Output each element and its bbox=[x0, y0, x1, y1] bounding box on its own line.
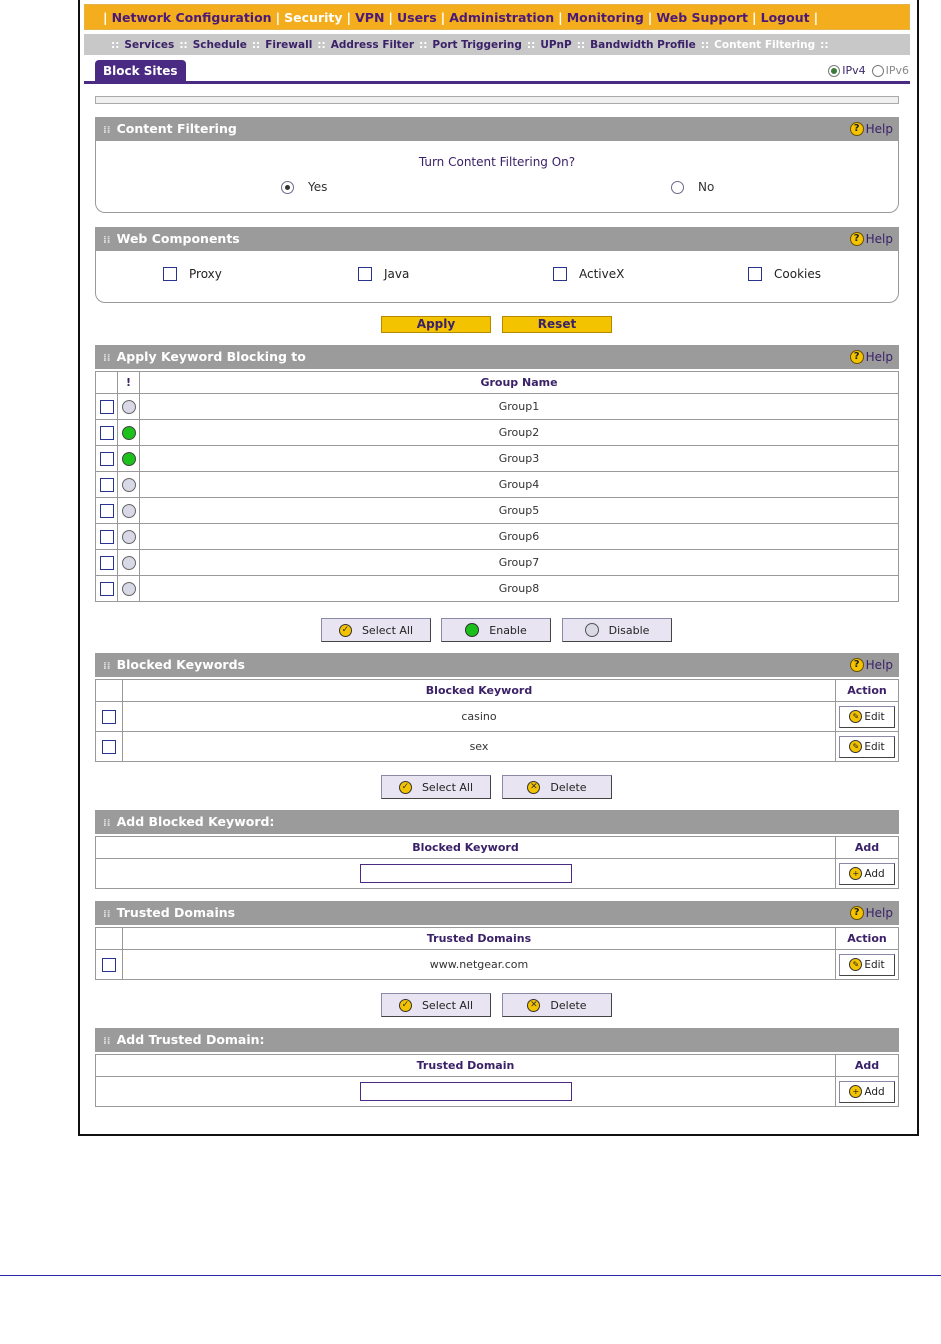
java-label: Java bbox=[384, 267, 410, 281]
keywords-delete-button[interactable]: ✕ Delete bbox=[502, 775, 612, 799]
group-checkbox[interactable] bbox=[100, 452, 114, 466]
trusted-domain-input[interactable] bbox=[360, 1082, 572, 1101]
domain-checkbox[interactable] bbox=[102, 958, 116, 972]
message-bar bbox=[95, 96, 899, 104]
edit-button[interactable]: ✎ Edit bbox=[839, 954, 895, 976]
enable-button[interactable]: Enable bbox=[441, 618, 551, 642]
keywords-select-all-button[interactable]: ✓ Select All bbox=[381, 775, 491, 799]
ipv6-label: IPv6 bbox=[885, 64, 909, 77]
group-checkbox[interactable] bbox=[100, 426, 114, 440]
status-disabled-icon bbox=[122, 582, 136, 596]
edit-button[interactable]: ✎ Edit bbox=[839, 736, 895, 758]
grip-icon: ⁞⁞ bbox=[103, 818, 111, 829]
nav-monitoring[interactable]: Monitoring bbox=[566, 9, 644, 25]
subnav-firewall[interactable]: Firewall bbox=[265, 38, 313, 51]
add-blocked-keyword-table bbox=[95, 836, 899, 889]
add-keyword-button[interactable]: + Add bbox=[839, 863, 895, 885]
table-row bbox=[96, 446, 899, 472]
group-checkbox[interactable] bbox=[100, 530, 114, 544]
add-domain-button[interactable]: + Add bbox=[839, 1081, 895, 1103]
page-divider bbox=[0, 1275, 941, 1276]
subnav-content-filtering[interactable]: Content Filtering bbox=[714, 38, 816, 51]
add-blocked-keyword-header bbox=[95, 810, 899, 834]
reset-button[interactable]: Reset bbox=[502, 316, 612, 333]
trusted-domain-column-header: Trusted Domain bbox=[96, 1055, 836, 1077]
cookies-label: Cookies bbox=[774, 267, 821, 281]
cookies-checkbox[interactable] bbox=[748, 267, 762, 281]
blocked-keywords-table bbox=[95, 679, 899, 762]
action-column-header: Action bbox=[836, 680, 899, 702]
section-title: Trusted Domains bbox=[116, 905, 236, 920]
help-link[interactable]: ? Help bbox=[850, 901, 893, 925]
group-table bbox=[95, 371, 899, 602]
group-name: Group7 bbox=[140, 550, 899, 576]
keyword-checkbox[interactable] bbox=[102, 740, 116, 754]
status-disabled-icon bbox=[122, 530, 136, 544]
group-checkbox[interactable] bbox=[100, 556, 114, 570]
content-filtering-panel bbox=[95, 141, 899, 213]
filtering-yes-radio[interactable] bbox=[281, 181, 294, 194]
check-icon: ✓ bbox=[339, 624, 352, 637]
group-name: Group2 bbox=[140, 420, 899, 446]
content-filtering-header bbox=[95, 117, 899, 141]
edit-button[interactable]: ✎ Edit bbox=[839, 706, 895, 728]
table-row bbox=[96, 550, 899, 576]
group-checkbox[interactable] bbox=[100, 400, 114, 414]
sub-nav: :: Services :: Schedule :: Firewall :: Address Filter :: Port Triggering :: UPnP :: Bandwidth Profile :: Content Filtering :: bbox=[84, 34, 910, 55]
keyword-blocking-header bbox=[95, 345, 899, 369]
status-disabled-icon bbox=[122, 400, 136, 414]
filtering-no-radio[interactable] bbox=[671, 181, 684, 194]
blocked-keywords-header bbox=[95, 653, 899, 677]
help-icon: ? bbox=[850, 350, 864, 364]
group-name: Group1 bbox=[140, 394, 899, 420]
subnav-upnp[interactable]: UPnP bbox=[540, 38, 572, 51]
group-name: Group8 bbox=[140, 576, 899, 602]
plus-icon: + bbox=[849, 867, 862, 880]
blocked-keyword-column-header: Blocked Keyword bbox=[123, 680, 836, 702]
proxy-label: Proxy bbox=[189, 267, 222, 281]
web-components-header bbox=[95, 227, 899, 251]
add-trusted-domain-header bbox=[95, 1028, 899, 1052]
activex-checkbox[interactable] bbox=[553, 267, 567, 281]
blocked-keyword-input[interactable] bbox=[360, 864, 572, 883]
nav-users[interactable]: Users bbox=[396, 9, 437, 25]
table-row bbox=[96, 732, 899, 762]
table-row bbox=[96, 524, 899, 550]
subnav-address-filter[interactable]: Address Filter bbox=[330, 38, 415, 51]
nav-vpn[interactable]: VPN bbox=[355, 9, 385, 25]
add-trusted-domain-table bbox=[95, 1054, 899, 1107]
pencil-icon: ✎ bbox=[849, 740, 862, 753]
check-icon: ✓ bbox=[399, 781, 412, 794]
help-link[interactable]: ? Help bbox=[850, 345, 893, 369]
subnav-bandwidth-profile[interactable]: Bandwidth Profile bbox=[590, 38, 696, 51]
pencil-icon: ✎ bbox=[849, 958, 862, 971]
action-column-header: Action bbox=[836, 928, 899, 950]
nav-security[interactable]: Security bbox=[284, 9, 343, 25]
keyword-checkbox[interactable] bbox=[102, 710, 116, 724]
grip-icon: ⁞⁞ bbox=[103, 661, 111, 672]
status-enabled-icon bbox=[122, 452, 136, 466]
subnav-port-triggering[interactable]: Port Triggering bbox=[432, 38, 522, 51]
table-row bbox=[96, 576, 899, 602]
blocked-keyword: casino bbox=[123, 702, 836, 732]
grip-icon: ⁞⁞ bbox=[103, 235, 111, 246]
subnav-services[interactable]: Services bbox=[124, 38, 175, 51]
help-link[interactable]: ? Help bbox=[850, 653, 893, 677]
filtering-yes-label: Yes bbox=[308, 180, 328, 194]
domains-delete-button[interactable]: ✕ Delete bbox=[502, 993, 612, 1017]
grip-icon: ⁞⁞ bbox=[103, 1036, 111, 1047]
group-name-column-header: Group Name bbox=[140, 372, 899, 394]
help-icon: ? bbox=[850, 906, 864, 920]
group-name: Group5 bbox=[140, 498, 899, 524]
ipv4-radio[interactable] bbox=[828, 65, 840, 77]
status-column-header: ! bbox=[118, 372, 140, 394]
group-name: Group3 bbox=[140, 446, 899, 472]
trusted-domains-table bbox=[95, 927, 899, 980]
help-icon: ? bbox=[850, 232, 864, 246]
table-row bbox=[96, 950, 899, 980]
tab-block-sites[interactable]: Block Sites bbox=[95, 60, 186, 82]
nav-logout[interactable]: Logout bbox=[760, 9, 810, 25]
pencil-icon: ✎ bbox=[849, 710, 862, 723]
ipv4-label: IPv4 bbox=[842, 64, 866, 77]
grip-icon: ⁞⁞ bbox=[103, 909, 111, 920]
nav-network-configuration[interactable]: Network Configuration bbox=[111, 9, 272, 25]
section-title: Web Components bbox=[116, 231, 240, 246]
plus-icon: + bbox=[849, 1085, 862, 1098]
table-row bbox=[96, 394, 899, 420]
section-title: Add Trusted Domain: bbox=[116, 1032, 265, 1047]
delete-icon: ✕ bbox=[527, 781, 540, 794]
java-checkbox[interactable] bbox=[358, 267, 372, 281]
grip-icon: ⁞⁞ bbox=[103, 353, 111, 364]
add-column-header: Add bbox=[836, 837, 899, 859]
status-disabled-icon bbox=[122, 478, 136, 492]
section-title: Content Filtering bbox=[116, 121, 237, 136]
proxy-checkbox[interactable] bbox=[163, 267, 177, 281]
ipv6-radio[interactable] bbox=[872, 65, 884, 77]
help-icon: ? bbox=[850, 658, 864, 672]
trusted-domains-column-header: Trusted Domains bbox=[123, 928, 836, 950]
group-checkbox[interactable] bbox=[100, 504, 114, 518]
nav-administration[interactable]: Administration bbox=[449, 9, 555, 25]
table-row bbox=[96, 472, 899, 498]
gray-dot-icon bbox=[585, 623, 599, 637]
top-nav: | Network Configuration | Security | VPN | Users | Administration | Monitoring | Web Support | Logout | bbox=[84, 4, 910, 30]
status-enabled-icon bbox=[122, 426, 136, 440]
trusted-domains-header bbox=[95, 901, 899, 925]
delete-icon: ✕ bbox=[527, 999, 540, 1012]
group-checkbox[interactable] bbox=[100, 478, 114, 492]
section-title: Blocked Keywords bbox=[116, 657, 245, 672]
table-row bbox=[96, 702, 899, 732]
ip-version-selector bbox=[822, 64, 909, 77]
disable-button[interactable]: Disable bbox=[562, 618, 672, 642]
subnav-schedule[interactable]: Schedule bbox=[192, 38, 247, 51]
domains-select-all-button[interactable]: ✓ Select All bbox=[381, 993, 491, 1017]
trusted-domain: www.netgear.com bbox=[123, 950, 836, 980]
activex-label: ActiveX bbox=[579, 267, 625, 281]
status-disabled-icon bbox=[122, 556, 136, 570]
check-icon: ✓ bbox=[399, 999, 412, 1012]
group-name: Group4 bbox=[140, 472, 899, 498]
section-title: Apply Keyword Blocking to bbox=[116, 349, 306, 364]
content-filtering-question: Turn Content Filtering On? bbox=[418, 155, 576, 169]
group-checkbox[interactable] bbox=[100, 582, 114, 596]
table-row bbox=[96, 420, 899, 446]
help-icon: ? bbox=[850, 122, 864, 136]
help-link[interactable]: ? Help bbox=[850, 117, 893, 141]
blocked-keyword-column-header: Blocked Keyword bbox=[96, 837, 836, 859]
apply-button[interactable]: Apply bbox=[381, 316, 491, 333]
web-components-panel bbox=[95, 251, 899, 303]
status-disabled-icon bbox=[122, 504, 136, 518]
help-link[interactable]: ? Help bbox=[850, 227, 893, 251]
add-column-header: Add bbox=[836, 1055, 899, 1077]
groups-select-all-button[interactable]: ✓ Select All bbox=[321, 618, 431, 642]
blocked-keyword: sex bbox=[123, 732, 836, 762]
nav-web-support[interactable]: Web Support bbox=[656, 9, 749, 25]
filtering-no-label: No bbox=[698, 180, 715, 194]
green-dot-icon bbox=[465, 623, 479, 637]
group-name: Group6 bbox=[140, 524, 899, 550]
tab-underline bbox=[84, 81, 910, 84]
grip-icon: ⁞⁞ bbox=[103, 125, 111, 136]
table-row bbox=[96, 498, 899, 524]
section-title: Add Blocked Keyword: bbox=[116, 814, 275, 829]
